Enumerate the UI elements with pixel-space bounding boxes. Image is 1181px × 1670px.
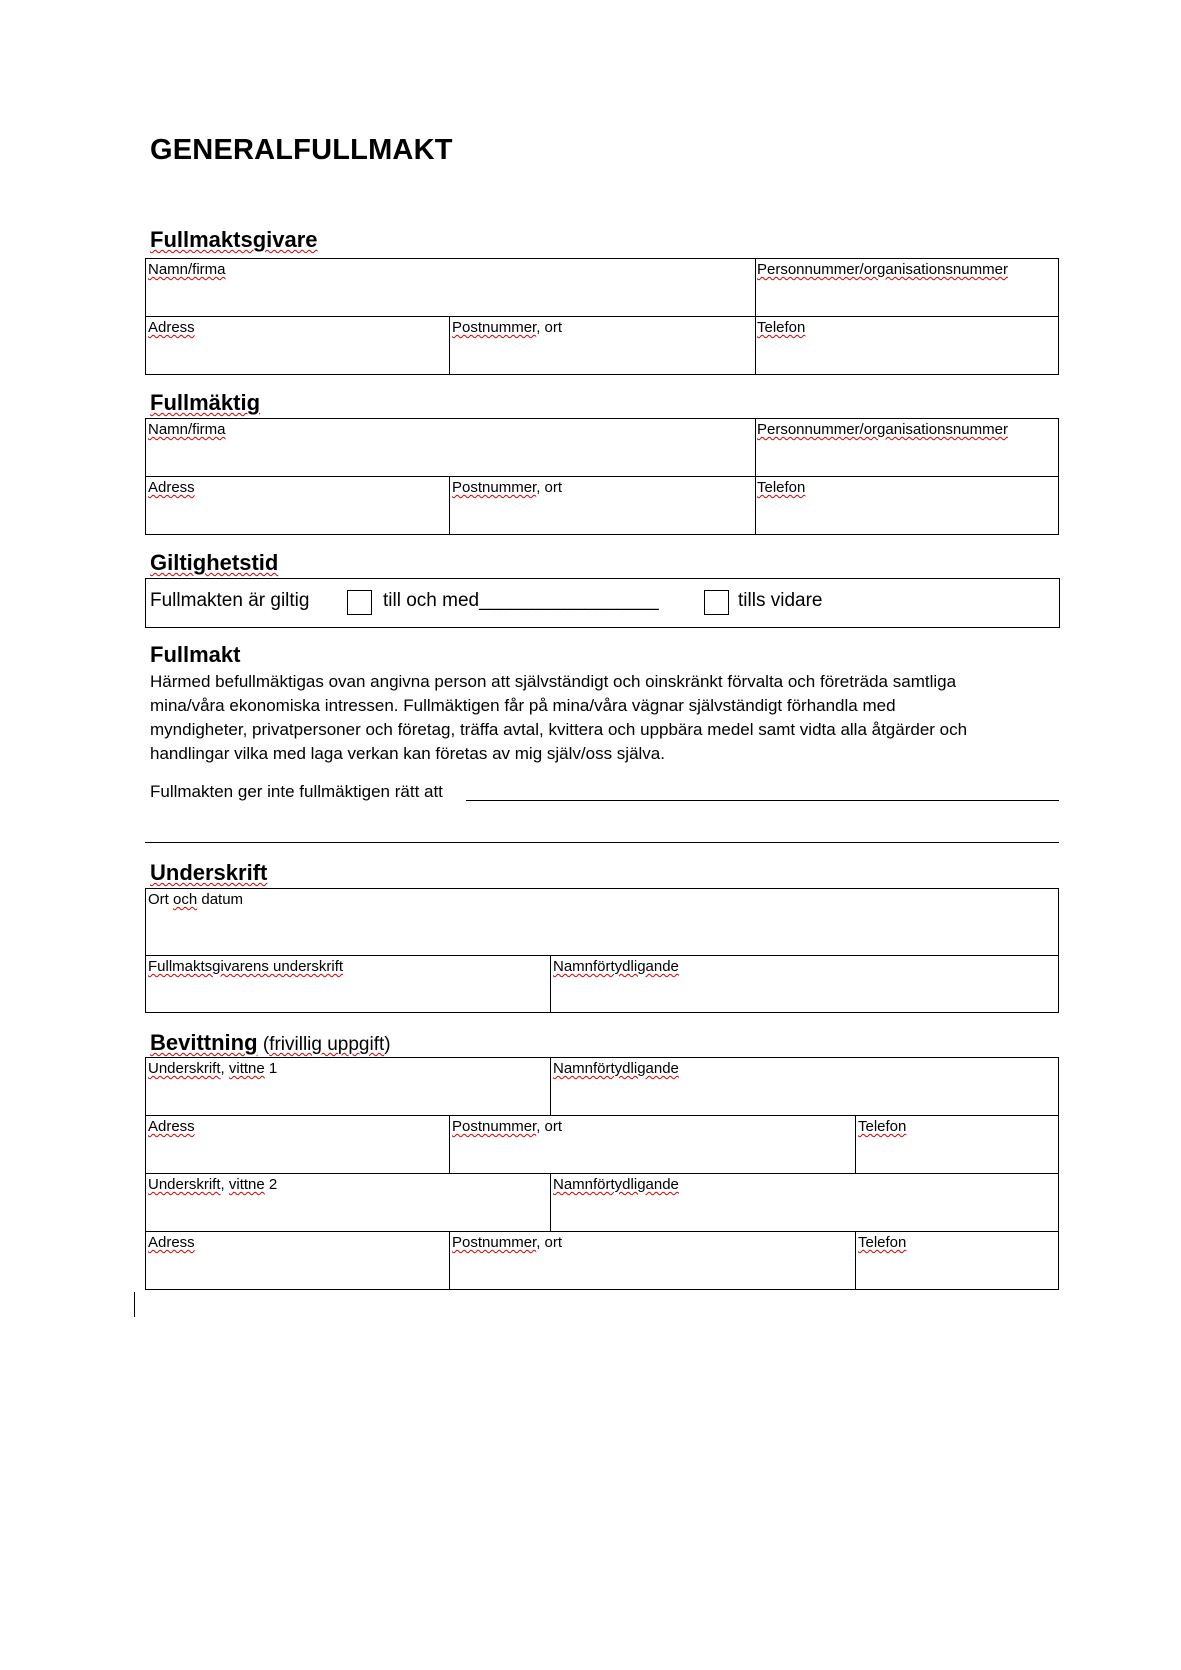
fullmakt-body <box>150 670 1050 766</box>
fullmaktsgivare-signature-field[interactable] <box>146 956 550 1012</box>
ort-text: Ort <box>148 891 173 908</box>
field-label-adress: Adress <box>148 1118 195 1135</box>
witness1-name-field[interactable] <box>551 1058 1058 1115</box>
fullmaktig-personnummer-field[interactable] <box>756 419 1058 476</box>
field-label-ort-och-datum <box>148 891 243 908</box>
fullmakt-line: myndigheter, privatpersoner och företag, träffa avtal, kvittera och uppbära medel samt vidta alla åtgärder och <box>150 720 968 739</box>
fullmaktig-address-field[interactable] <box>146 477 449 534</box>
field-label-namn-firma: Namn/firma <box>148 421 226 438</box>
witness1-address-field[interactable] <box>146 1116 449 1173</box>
field-label-namnfortydligande: Namnförtydligande <box>553 958 679 975</box>
fullmaktsgivare-address-field[interactable] <box>146 317 449 374</box>
fullmakt-line: Härmed befullmäktigas ovan angivna person att självständigt och oinskränkt förvalta och företräda samtliga <box>150 672 957 691</box>
fullmakt-line: mina/våra ekonomiska intressen. Fullmäktigen får på mina/våra vägnar självständigt förhandla med <box>150 696 896 715</box>
field-label-adress: Adress <box>148 1234 195 1251</box>
section-heading-underskrift: Underskrift <box>150 860 268 885</box>
section-heading-fullmaktig: Fullmäktig <box>150 390 261 415</box>
fullmaktsgivare-phone-field[interactable] <box>756 317 1058 374</box>
ort-och-datum-field[interactable] <box>146 889 1058 955</box>
witness1-postal-field[interactable] <box>450 1116 855 1173</box>
fullmaktsgivare-personnummer-field[interactable] <box>756 259 1058 316</box>
postnummer-text: Postnummer <box>452 319 537 336</box>
restriction-line-1[interactable] <box>466 800 1059 801</box>
text-cursor <box>134 1292 135 1317</box>
postnummer-text: Postnummer <box>452 1234 537 1251</box>
page-title: GENERALFULLMAKT <box>150 134 453 166</box>
witness2-name-field[interactable] <box>551 1174 1058 1231</box>
witness2-phone-field[interactable] <box>856 1232 1058 1289</box>
fullmaktsgivare-name-field[interactable] <box>146 259 755 316</box>
field-label-telefon: Telefon <box>757 319 806 336</box>
field-label-namnfortydligande: Namnförtydligande <box>553 1060 679 1077</box>
field-label-adress: Adress <box>148 319 195 336</box>
field-label-namnfortydligande: Namnförtydligande <box>553 1176 679 1193</box>
restriction-line-2[interactable] <box>145 842 1059 843</box>
comma-text: , <box>220 1060 229 1077</box>
section-heading-fullmaktsgivare: Fullmaktsgivare <box>150 227 318 252</box>
vittne-text: vittne <box>228 1060 265 1077</box>
option-till-och-med-label: till och med_________________ <box>383 590 659 611</box>
section-heading-fullmakt: Fullmakt <box>150 642 241 667</box>
witness1-phone-field[interactable] <box>856 1116 1058 1173</box>
section-heading-bevittning <box>150 1030 391 1056</box>
underskrift-text: Underskrift <box>148 1176 221 1193</box>
field-label-underskrift-vittne-1 <box>148 1060 277 1077</box>
datum-text: datum <box>197 891 244 908</box>
field-label-telefon: Telefon <box>858 1118 907 1135</box>
fullmaktig-name-field[interactable] <box>146 419 755 476</box>
field-label-underskrift-vittne-2 <box>148 1176 277 1193</box>
fullmakt-restriction-label: Fullmakten ger inte fullmäktigen rätt att <box>150 782 443 801</box>
witness1-signature-field[interactable] <box>146 1058 550 1115</box>
field-label-postnummer-ort <box>452 479 562 496</box>
witness2-address-field[interactable] <box>146 1232 449 1289</box>
comma-text: , <box>220 1176 229 1193</box>
field-label-namn-firma: Namn/firma <box>148 261 226 278</box>
fullmakt-line: handlingar vilka med laga verkan kan företas av mig själv/oss själva. <box>150 744 665 763</box>
fullmaktig-phone-field[interactable] <box>756 477 1058 534</box>
field-label-telefon: Telefon <box>757 479 806 496</box>
postnummer-text: Postnummer <box>452 479 537 496</box>
ort-text: , ort <box>536 1118 563 1135</box>
vittne-text: vittne <box>228 1176 265 1193</box>
och-text: och <box>173 891 198 908</box>
bevittning-heading-text: Bevittning <box>150 1030 258 1055</box>
option-tills-vidare-label: tills vidare <box>738 590 823 611</box>
fullmaktig-postal-field[interactable] <box>450 477 755 534</box>
field-label-personnummer: Personnummer/organisationsnummer <box>757 421 1008 438</box>
checkbox-till-och-med[interactable] <box>347 590 372 615</box>
field-label-fullmaktsgivarens-underskrift: Fullmaktsgivarens underskrift <box>148 958 344 975</box>
witness2-signature-field[interactable] <box>146 1174 550 1231</box>
field-label-personnummer: Personnummer/organisationsnummer <box>757 261 1008 278</box>
field-label-postnummer-ort <box>452 319 562 336</box>
note-frivillig: frivillig uppgift <box>269 1034 385 1055</box>
underskrift-text: Underskrift <box>148 1060 221 1077</box>
giltighetstid-label: Fullmakten är giltig <box>150 590 310 611</box>
section-heading-giltighetstid: Giltighetstid <box>150 550 279 575</box>
vittne-number: 1 <box>264 1060 278 1077</box>
ort-text: , ort <box>536 1234 563 1251</box>
field-label-adress: Adress <box>148 479 195 496</box>
note-close: ) <box>384 1034 391 1055</box>
ort-text: , ort <box>536 479 563 496</box>
field-label-telefon: Telefon <box>858 1234 907 1251</box>
postnummer-text: Postnummer <box>452 1118 537 1135</box>
namnfortydligande-field[interactable] <box>551 956 1058 1012</box>
witness2-postal-field[interactable] <box>450 1232 855 1289</box>
field-label-postnummer-ort <box>452 1234 562 1251</box>
vittne-number: 2 <box>264 1176 278 1193</box>
note-open: ( <box>257 1034 270 1055</box>
field-label-postnummer-ort <box>452 1118 562 1135</box>
fullmaktsgivare-postal-field[interactable] <box>450 317 755 374</box>
ort-text: , ort <box>536 319 563 336</box>
checkbox-tills-vidare[interactable] <box>704 590 729 615</box>
